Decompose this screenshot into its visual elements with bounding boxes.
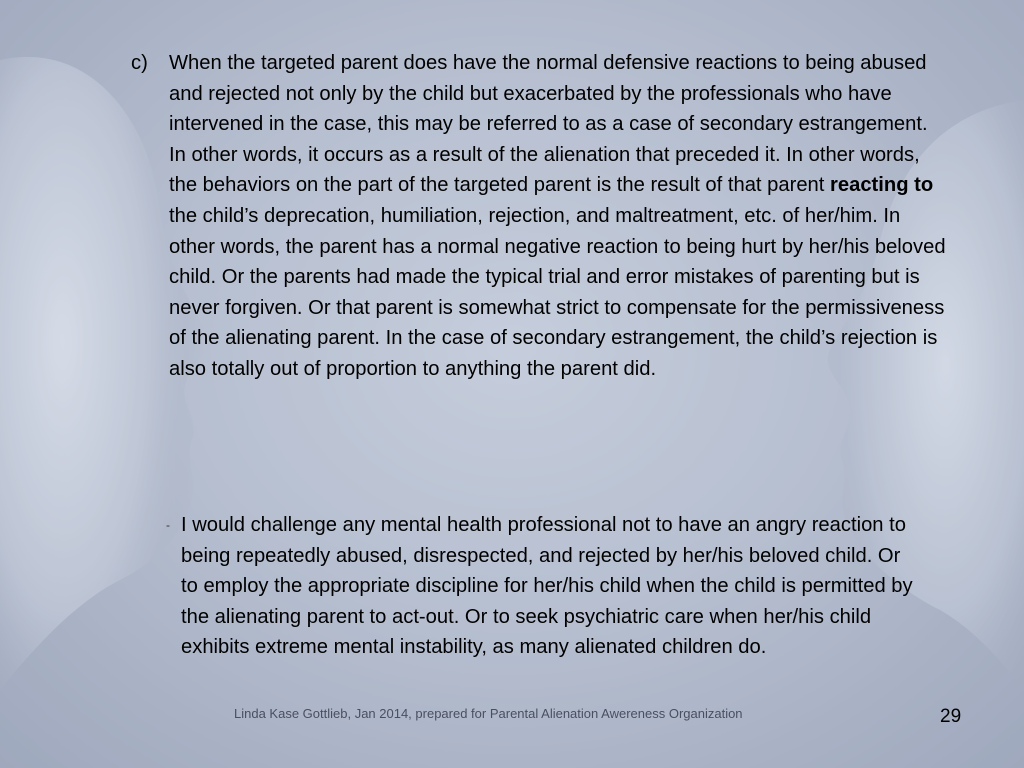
list-item-text: When the targeted parent does have the normal defensive reactions to being abused and rejected not only by the child but exacerbated by the professionals who have intervened in the case, this may be referred to as a case of secondary estrangement. In other words, it occurs as a result of the alienation that preceded it. In other words, the behaviors on the part of the targeted parent is the result of that parent reacting to the child’s deprecation, humiliation, rejection, and maltreatment, etc. of her/him. In other words, the parent has a normal negative reaction to being hurt by her/his beloved child. Or the parents had made the typical trial and error mistakes of parenting but is never forgiven. Or that parent is somewhat strict to compensate for the permissiveness of the alienating parent. In the case of secondary estrangement, the child’s rejection is also totally out of proportion to anything the parent did. <box>169 52 946 380</box>
sub-bullet-marker: - <box>166 518 170 532</box>
slide-footer: Linda Kase Gottlieb, Jan 2014, prepared for Parental Alienation Awereness Organization <box>234 706 743 721</box>
page-number: 29 <box>940 706 962 727</box>
sub-bullet-text: I would challenge any mental health professional not to have an angry reaction to being repeatedly abused, disrespected, and rejected by her/his beloved child. Or to employ the appropriate discipline for her/his child when the child is permitted by the alienating parent to act-out. Or to seek psychiatric care when her/his child exhibits extreme mental instability, as many alienated children do. <box>181 514 913 659</box>
emphasis-text: reacting to <box>830 174 934 197</box>
list-marker: c) <box>131 52 148 74</box>
sub-bullet-item <box>166 510 921 663</box>
